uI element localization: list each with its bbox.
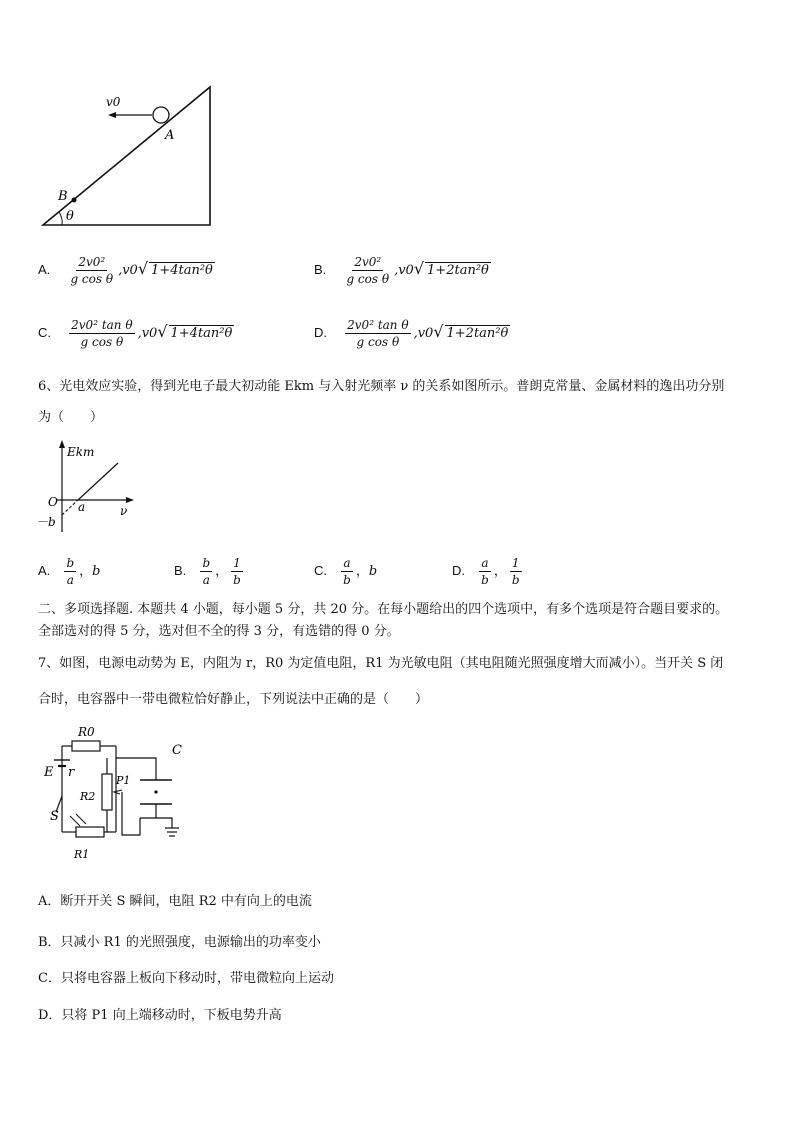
section2-header-line2: 全部选对的得 5 分，选对但不全的得 3 分，有选错的得 0 分。 [38,624,400,639]
origin-label: O [48,495,58,509]
r0-resistor [72,741,100,751]
point-a-label: A [165,128,175,143]
ball [153,107,169,123]
q6-option-c[interactable]: C. $\frac{a}{b}$ ，b [314,556,378,587]
q5-option-d[interactable]: D. $\frac{\text{2v0² tan θ}}{\text{g cos θ}}$ ,v0√ 1+2tan²θ [314,318,509,349]
ekm-line [78,463,118,500]
p1-label: P1 [116,774,131,787]
point-b [72,198,77,203]
p1-slider [114,790,122,794]
q6-option-a[interactable]: A. $\frac{b}{a}$ ，b [38,556,101,587]
photoelectric-graph [34,438,144,538]
extrapolation-dashed [62,500,78,515]
q5-option-b[interactable]: B. $\frac{\text{2v0²}}{\text{g cos θ}}$ ,v0√ 1+2tan²θ [314,255,489,286]
neg-b-label: －b [36,515,56,529]
incline-triangle [43,87,210,225]
r2-label: R2 [80,790,96,803]
angle-arc [59,212,62,225]
r0-label: R0 [78,725,95,739]
q6-stem-line2: 为（ ） [38,410,104,425]
q7-option-a[interactable]: A．断开开关 S 瞬间，电阻 R2 中有向上的电流 [38,894,312,909]
q5-option-a[interactable]: A. $\frac{\text{2v0²}}{\text{g cos θ}}$ ,v0√ 1+4tan²θ [38,255,213,286]
r1-photoresistor [76,827,104,837]
q7-option-d[interactable]: D．只将 P1 向上端移动时，下板电势升高 [38,1008,282,1023]
c-label: C [172,743,182,758]
q7-option-c[interactable]: C．只将电容器上板向下移动时，带电微粒向上运动 [38,971,334,986]
q7-stem-line2: 合时，电容器中一带电微粒恰好静止，下列说法中正确的是（ ） [38,692,429,707]
q7-stem-line1: 7、如图，电源电动势为 E，内阻为 r，R0 为定值电阻，R1 为光敏电阻（其电阻随光照强度增大而减小）。当开关 S 闭 [38,656,724,671]
r-label: r [68,765,75,780]
s-label: S [50,809,59,824]
circuit-diagram [40,720,200,865]
charged-particle [154,790,157,793]
e-label: E [44,765,54,780]
arrowhead [108,112,116,118]
q6-option-d[interactable]: D. $\frac{a}{b}$ ， $\frac{1}{b}$ [452,556,520,587]
r2-resistor [102,774,112,810]
incline-figure [38,84,218,230]
nu-axis-label: ν [120,504,128,518]
ekm-axis-label: Ekm [67,445,95,459]
q6-stem-line1: 6、光电效应实验，得到光电子最大初动能 Ekm 与入射光频率 ν 的关系如图所示。普朗克常量、金属材料的逸出功分别 [38,379,725,394]
theta-label: θ [66,209,74,224]
q5-option-c[interactable]: C. $\frac{\text{2v0² tan θ}}{\text{g cos θ}}$ ,v0√ 1+4tan²θ [38,318,233,349]
point-b-label: B [58,189,68,204]
r1-label: R1 [74,848,90,861]
v0-label: v0 [106,95,121,109]
q7-option-b[interactable]: B．只减小 R1 的光照强度，电源输出的功率变小 [38,935,321,950]
q6-option-b[interactable]: B. $\frac{b}{a}$ ， $\frac{1}{b}$ [174,556,241,587]
section2-header-line1: 二、多项选择题. 本题共 4 小题，每小题 5 分，共 20 分。在每小题给出的四个选项中，有多个选项是符合题目要求的。 [38,602,729,617]
a-label: a [78,500,86,514]
